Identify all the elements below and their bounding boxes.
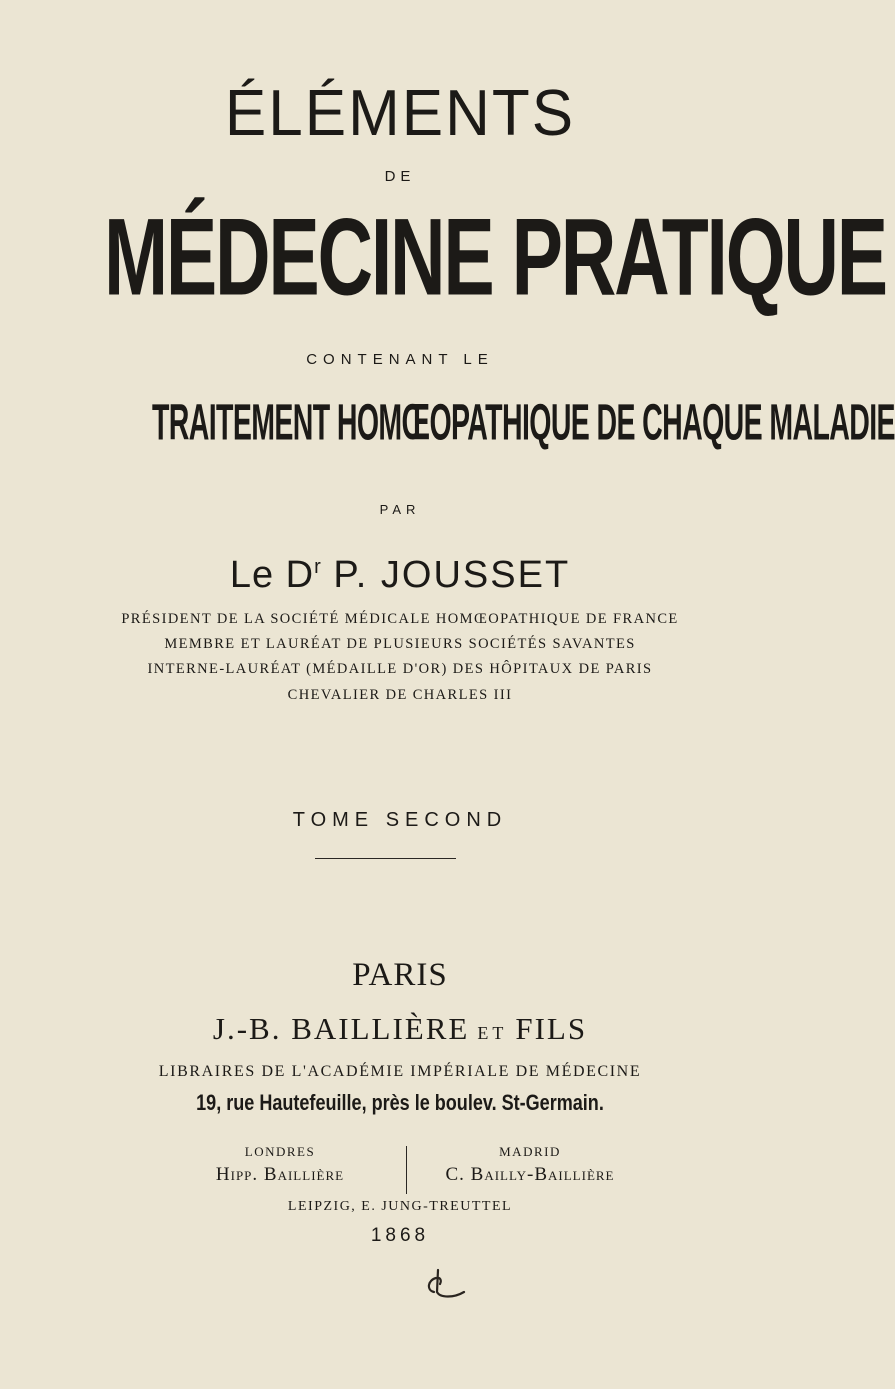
- branch-city: MADRID: [499, 1144, 561, 1159]
- publisher-address: 19, rue Hautefeuille, près le boulev. St-Germain.: [196, 1090, 604, 1115]
- handwritten-mark-icon: [420, 1262, 468, 1302]
- title-main: MÉDECINE PRATIQUE: [104, 197, 886, 319]
- author-prefix-sup: r: [314, 556, 321, 578]
- author-name: [0, 554, 800, 597]
- publication-year: 1868: [370, 1225, 430, 1246]
- branch-city: LONDRES: [244, 1144, 316, 1159]
- author-prefix: Le D: [229, 554, 315, 596]
- imprint-city: PARIS: [352, 957, 448, 993]
- branch-name: Hipp. Baillière: [215, 1164, 345, 1185]
- branch-name: C. Bailly-Baillière: [445, 1164, 615, 1185]
- title-elements: ÉLÉMENTS: [224, 77, 576, 150]
- subtitle-main: TRAITEMENT HOMŒOPATHIQUE DE CHAQUE MALADIE: [152, 393, 895, 451]
- branch-london: [150, 1144, 410, 1186]
- publisher-et: ET: [477, 1023, 508, 1043]
- credential-line: PRÉSIDENT DE LA SOCIÉTÉ MÉDICALE HOMŒOPATHIQUE DE FRANCE: [121, 611, 679, 627]
- title-de: DE: [384, 168, 416, 185]
- publisher-name: [0, 1011, 800, 1047]
- by-label: PAR: [379, 502, 421, 517]
- credential-line: MEMBRE ET LAURÉAT DE PLUSIEURS SOCIÉTÉS SAVANTES: [164, 636, 636, 652]
- subtitle-intro: CONTENANT LE: [306, 351, 494, 368]
- volume-label: TOME SECOND: [292, 809, 508, 831]
- publisher-part-a: J.-B. BAILLIÈRE: [212, 1011, 470, 1046]
- author-surname: P. JOUSSET: [333, 554, 571, 596]
- publisher-description: LIBRAIRES DE L'ACADÉMIE IMPÉRIALE DE MÉDECINE: [158, 1063, 642, 1080]
- publisher-part-b: FILS: [515, 1011, 588, 1046]
- branch-madrid: [400, 1144, 660, 1186]
- credential-line: CHEVALIER DE CHARLES III: [287, 687, 513, 703]
- divider-rule: [315, 858, 456, 859]
- branch-leipzig: LEIPZIG, E. JUNG-TREUTTEL: [287, 1199, 513, 1214]
- credential-line: INTERNE-LAURÉAT (MÉDAILLE D'OR) DES HÔPITAUX DE PARIS: [147, 661, 653, 677]
